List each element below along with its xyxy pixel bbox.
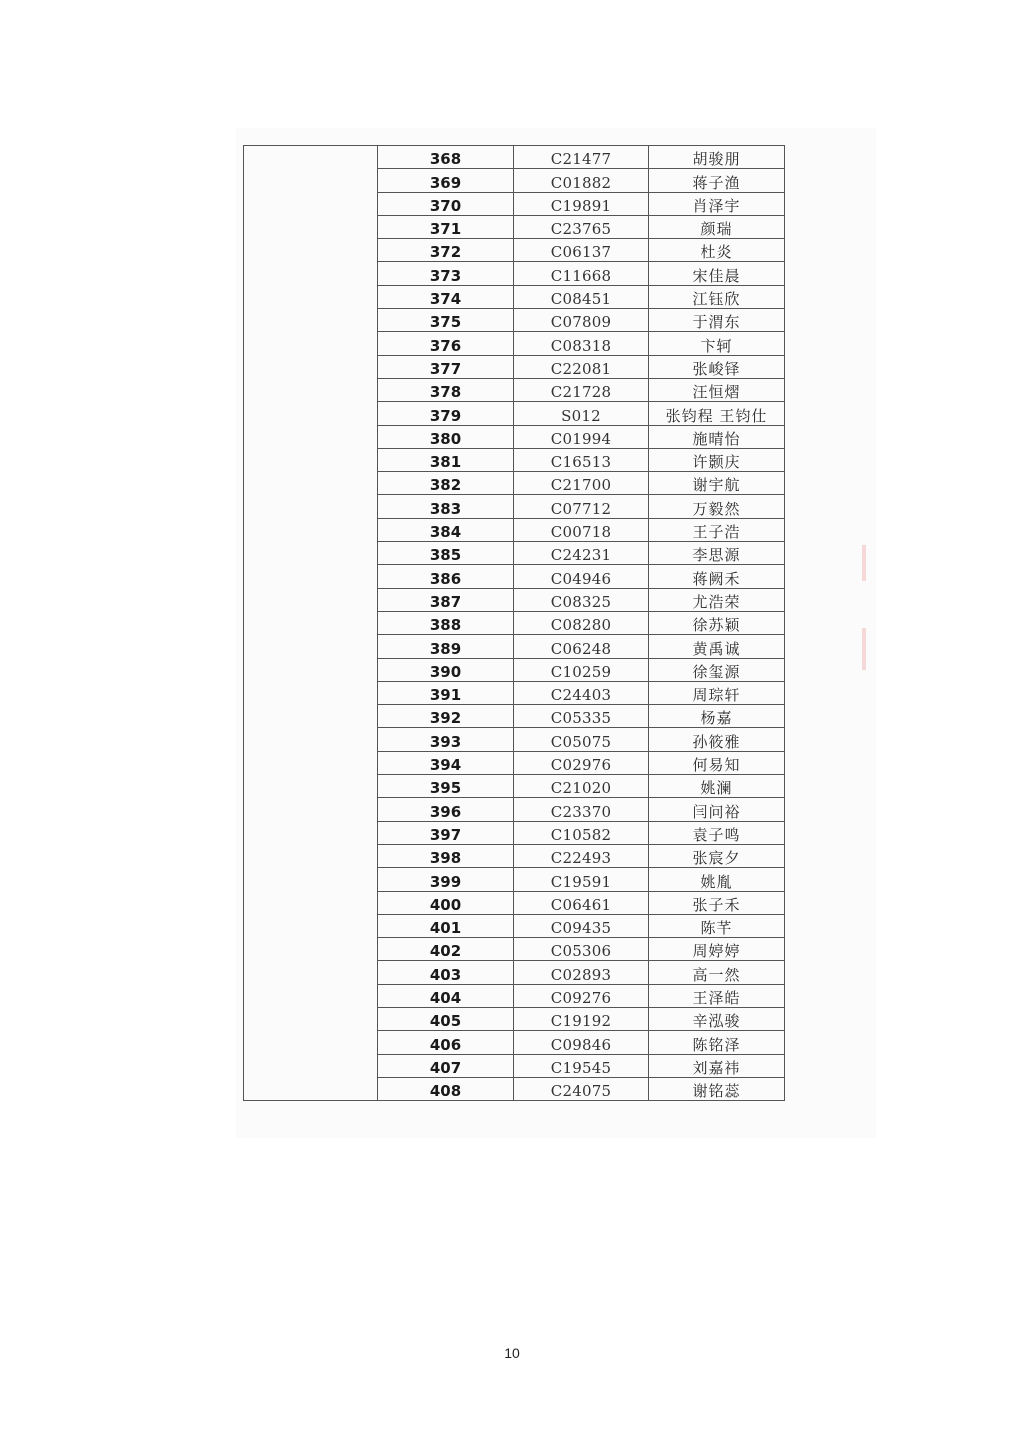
row-number-cell: 375 bbox=[378, 309, 514, 332]
id-code-cell: C24403 bbox=[514, 681, 649, 704]
row-number-cell: 374 bbox=[378, 285, 514, 308]
id-code-cell: C08318 bbox=[514, 332, 649, 355]
id-code-cell: C22493 bbox=[514, 844, 649, 867]
id-code-cell: C11668 bbox=[514, 262, 649, 285]
margin-stamp-mark bbox=[862, 628, 866, 670]
name-cell: 袁子鸣 bbox=[649, 821, 785, 844]
row-number-cell: 398 bbox=[378, 844, 514, 867]
row-number-cell: 404 bbox=[378, 984, 514, 1007]
roster-table-body bbox=[244, 146, 785, 1101]
row-number-cell: 402 bbox=[378, 938, 514, 961]
id-code-cell: C19891 bbox=[514, 192, 649, 215]
name-cell: 肖泽宇 bbox=[649, 192, 785, 215]
id-code-cell: C04946 bbox=[514, 565, 649, 588]
row-number-cell: 383 bbox=[378, 495, 514, 518]
name-cell: 杨嘉 bbox=[649, 705, 785, 728]
id-code-cell: C21700 bbox=[514, 472, 649, 495]
row-number-cell: 403 bbox=[378, 961, 514, 984]
row-number-cell: 406 bbox=[378, 1031, 514, 1054]
id-code-cell: C22081 bbox=[514, 355, 649, 378]
row-number-cell: 392 bbox=[378, 705, 514, 728]
id-code-cell: C10259 bbox=[514, 658, 649, 681]
id-code-cell: C02976 bbox=[514, 751, 649, 774]
id-code-cell: C00718 bbox=[514, 518, 649, 541]
name-cell: 姚澜 bbox=[649, 775, 785, 798]
row-number-cell: 370 bbox=[378, 192, 514, 215]
row-number-cell: 387 bbox=[378, 588, 514, 611]
row-number-cell: 388 bbox=[378, 611, 514, 634]
id-code-cell: C01882 bbox=[514, 169, 649, 192]
id-code-cell: C06248 bbox=[514, 635, 649, 658]
name-cell: 尤浩荣 bbox=[649, 588, 785, 611]
margin-stamp-mark bbox=[862, 545, 866, 581]
name-cell: 张子禾 bbox=[649, 891, 785, 914]
row-number-cell: 386 bbox=[378, 565, 514, 588]
name-cell: 谢宇航 bbox=[649, 472, 785, 495]
id-code-cell: C19545 bbox=[514, 1054, 649, 1077]
row-number-cell: 391 bbox=[378, 681, 514, 704]
table-row bbox=[244, 146, 785, 169]
id-code-cell: C24231 bbox=[514, 542, 649, 565]
page-number: 10 bbox=[504, 1345, 520, 1361]
id-code-cell: C19591 bbox=[514, 868, 649, 891]
id-code-cell: C21477 bbox=[514, 146, 649, 169]
row-number-cell: 379 bbox=[378, 402, 514, 425]
name-cell: 谢铭蕊 bbox=[649, 1077, 785, 1100]
roster-table bbox=[243, 145, 785, 1101]
name-cell: 徐玺源 bbox=[649, 658, 785, 681]
row-number-cell: 390 bbox=[378, 658, 514, 681]
row-number-cell: 397 bbox=[378, 821, 514, 844]
name-cell: 周婷婷 bbox=[649, 938, 785, 961]
name-cell: 胡骏朋 bbox=[649, 146, 785, 169]
id-code-cell: C07712 bbox=[514, 495, 649, 518]
row-number-cell: 393 bbox=[378, 728, 514, 751]
name-cell: 宋佳晨 bbox=[649, 262, 785, 285]
id-code-cell: C19192 bbox=[514, 1007, 649, 1030]
row-number-cell: 381 bbox=[378, 448, 514, 471]
name-cell: 高一然 bbox=[649, 961, 785, 984]
id-code-cell: C09846 bbox=[514, 1031, 649, 1054]
name-cell: 陈铭泽 bbox=[649, 1031, 785, 1054]
id-code-cell: C06137 bbox=[514, 239, 649, 262]
row-number-cell: 371 bbox=[378, 215, 514, 238]
name-cell: 辛泓骏 bbox=[649, 1007, 785, 1030]
merged-category-cell bbox=[244, 146, 378, 1101]
name-cell: 江钰欣 bbox=[649, 285, 785, 308]
name-cell: 黄禹诚 bbox=[649, 635, 785, 658]
id-code-cell: C09276 bbox=[514, 984, 649, 1007]
row-number-cell: 389 bbox=[378, 635, 514, 658]
row-number-cell: 399 bbox=[378, 868, 514, 891]
id-code-cell: C05335 bbox=[514, 705, 649, 728]
id-code-cell: C08325 bbox=[514, 588, 649, 611]
name-cell: 何易知 bbox=[649, 751, 785, 774]
id-code-cell: C21728 bbox=[514, 378, 649, 401]
row-number-cell: 376 bbox=[378, 332, 514, 355]
id-code-cell: C07809 bbox=[514, 309, 649, 332]
id-code-cell: C01994 bbox=[514, 425, 649, 448]
name-cell: 刘嘉祎 bbox=[649, 1054, 785, 1077]
name-cell: 孙筱雅 bbox=[649, 728, 785, 751]
row-number-cell: 377 bbox=[378, 355, 514, 378]
id-code-cell: C05306 bbox=[514, 938, 649, 961]
row-number-cell: 401 bbox=[378, 914, 514, 937]
row-number-cell: 407 bbox=[378, 1054, 514, 1077]
name-cell: 卞轲 bbox=[649, 332, 785, 355]
name-cell: 王泽皓 bbox=[649, 984, 785, 1007]
name-cell: 周琮轩 bbox=[649, 681, 785, 704]
name-cell: 于渭东 bbox=[649, 309, 785, 332]
row-number-cell: 405 bbox=[378, 1007, 514, 1030]
name-cell: 施晴怡 bbox=[649, 425, 785, 448]
id-code-cell: C21020 bbox=[514, 775, 649, 798]
name-cell: 李思源 bbox=[649, 542, 785, 565]
name-cell: 陈芊 bbox=[649, 914, 785, 937]
row-number-cell: 396 bbox=[378, 798, 514, 821]
id-code-cell: C08451 bbox=[514, 285, 649, 308]
row-number-cell: 380 bbox=[378, 425, 514, 448]
id-code-cell: C23370 bbox=[514, 798, 649, 821]
id-code-cell: C24075 bbox=[514, 1077, 649, 1100]
row-number-cell: 395 bbox=[378, 775, 514, 798]
name-cell: 闫问裕 bbox=[649, 798, 785, 821]
id-code-cell: C02893 bbox=[514, 961, 649, 984]
name-cell: 王子浩 bbox=[649, 518, 785, 541]
name-cell: 张峻铎 bbox=[649, 355, 785, 378]
id-code-cell: C05075 bbox=[514, 728, 649, 751]
row-number-cell: 378 bbox=[378, 378, 514, 401]
id-code-cell: C16513 bbox=[514, 448, 649, 471]
row-number-cell: 385 bbox=[378, 542, 514, 565]
roster-table-container bbox=[243, 145, 784, 1101]
name-cell: 许颢庆 bbox=[649, 448, 785, 471]
name-cell: 张宸夕 bbox=[649, 844, 785, 867]
row-number-cell: 408 bbox=[378, 1077, 514, 1100]
row-number-cell: 369 bbox=[378, 169, 514, 192]
name-cell: 蒋子渔 bbox=[649, 169, 785, 192]
row-number-cell: 382 bbox=[378, 472, 514, 495]
row-number-cell: 384 bbox=[378, 518, 514, 541]
id-code-cell: C08280 bbox=[514, 611, 649, 634]
name-cell: 张钧程 王钧仕 bbox=[649, 402, 785, 425]
name-cell: 颜瑞 bbox=[649, 215, 785, 238]
name-cell: 汪恒熠 bbox=[649, 378, 785, 401]
name-cell: 蒋阙禾 bbox=[649, 565, 785, 588]
row-number-cell: 373 bbox=[378, 262, 514, 285]
name-cell: 杜炎 bbox=[649, 239, 785, 262]
name-cell: 徐苏颖 bbox=[649, 611, 785, 634]
row-number-cell: 394 bbox=[378, 751, 514, 774]
id-code-cell: C23765 bbox=[514, 215, 649, 238]
id-code-cell: C09435 bbox=[514, 914, 649, 937]
name-cell: 姚胤 bbox=[649, 868, 785, 891]
row-number-cell: 400 bbox=[378, 891, 514, 914]
row-number-cell: 368 bbox=[378, 146, 514, 169]
id-code-cell: C10582 bbox=[514, 821, 649, 844]
id-code-cell: C06461 bbox=[514, 891, 649, 914]
name-cell: 万毅然 bbox=[649, 495, 785, 518]
id-code-cell: S012 bbox=[514, 402, 649, 425]
row-number-cell: 372 bbox=[378, 239, 514, 262]
